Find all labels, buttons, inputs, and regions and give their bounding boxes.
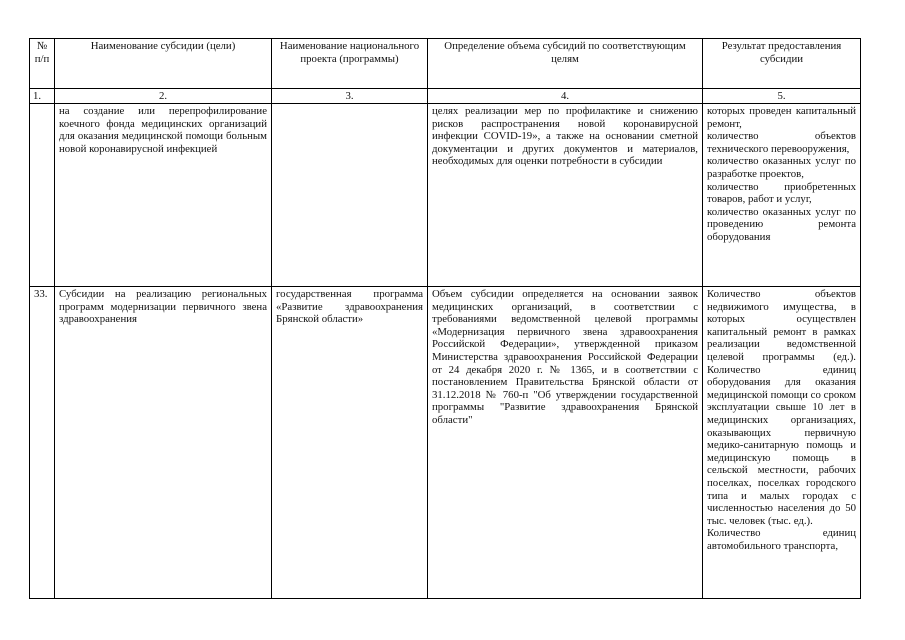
header-subsidy-name: Наименование субсидии (цели) xyxy=(55,39,272,89)
result-line: количество оказанных услуг по разработке проектов, xyxy=(707,155,856,180)
table-row xyxy=(30,287,861,599)
volume-definition: Объем субсидии определяется на основании заявок медицинских организаций, в соответствии с требованиями ведомственной целевой программы «Модернизация первичного звена здравоохранения Российской Федерации», утвержденной приказом Министерства здравоохранения Российской Федерации от 24 декабря 2020 г. № 1365, и в соответствии с постановлением Правительства Брянской области от 31.12.2018 № 760-п "Об утверждении государственной программы "Развитие здравоохранения Брянской области" xyxy=(428,287,703,599)
column-number-row xyxy=(30,89,861,104)
row-number xyxy=(30,104,55,287)
result-line: которых проведен капитальный ремонт, xyxy=(707,105,856,130)
subsidy-name: на создание или перепрофилирование коечного фонда медицинских организаций для оказания медицинской помощи больным новой коронавирусной инфекцией xyxy=(55,104,272,287)
result-line: количество оказанных услуг по проведению ремонта оборудования xyxy=(707,205,856,243)
result-line: количество объектов технического перевооружения, xyxy=(707,130,856,155)
table-row xyxy=(30,104,861,287)
column-number: 2. xyxy=(55,89,272,104)
subsidy-result xyxy=(703,287,861,599)
result-line: Количество единиц автомобильного транспорта, xyxy=(707,527,856,552)
row-number: 33. xyxy=(30,287,55,599)
subsidy-table xyxy=(29,38,861,599)
result-line: Количество объектов недвижимого имущества, в которых осуществлен капитальный ремонт в рамках реализации ведомственной целевой программы (ед.). Количество единиц оборудования для оказания медицинской помощи со сроком эксплуатации свыше 10 лет в медицинских организациях, оказывающих первичную медико-санитарную помощь и медицинскую помощь в сельской местности, рабочих поселках, поселках городского типа и малых городах с численностью населения до 50 тыс. человек (тыс. ед.). xyxy=(707,288,856,527)
national-project: государственная программа «Развитие здравоохранения Брянской области» xyxy=(272,287,428,599)
header-result: Результат предоставления субсидии xyxy=(703,39,861,89)
result-line: количество приобретенных товаров, работ и услуг, xyxy=(707,180,856,206)
subsidy-name: Субсидии на реализацию региональных программ модернизации первичного звена здравоохранения xyxy=(55,287,272,599)
column-number: 5. xyxy=(703,89,861,104)
volume-definition: целях реализации мер по профилактике и снижению рисков распространения новой коронавирусной инфекции COVID-19», а также на основании сметной документации и других документов и материалов, необходимых для оценки потребности в субсидии xyxy=(428,104,703,287)
header-volume-definition: Определение объема субсидий по соответствующим целям xyxy=(428,39,703,89)
subsidy-result xyxy=(703,104,861,287)
column-number: 1. xyxy=(30,89,55,104)
column-number: 3. xyxy=(272,89,428,104)
header-national-project: Наименование национального проекта (программы) xyxy=(272,39,428,89)
header-num: № п/п xyxy=(30,39,55,89)
column-number: 4. xyxy=(428,89,703,104)
national-project xyxy=(272,104,428,287)
header-row xyxy=(30,39,861,89)
